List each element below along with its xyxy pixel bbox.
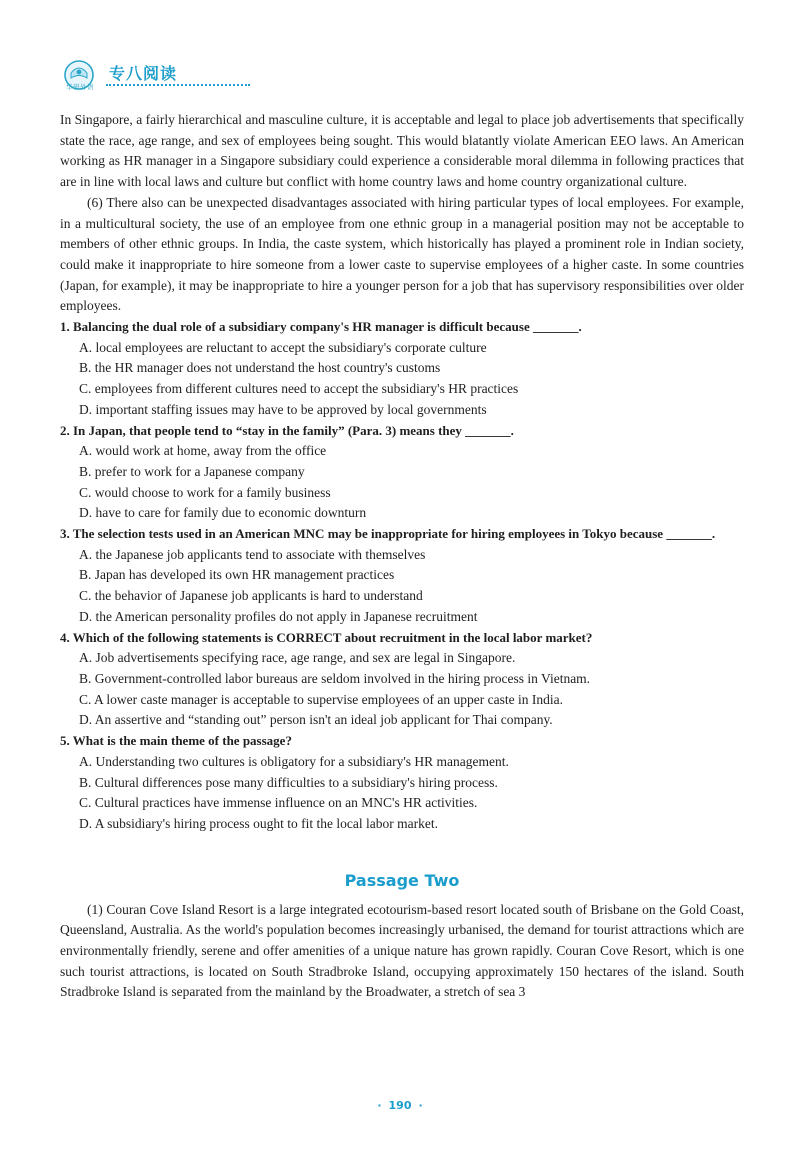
answer-option: C. employees from different cultures need to accept the subsidiary's HR practices [79,381,519,397]
footer-dot: · [418,1099,423,1112]
answer-option: A. Job advertisements specifying race, age range, and sex are legal in Singapore. [79,650,516,666]
page-content [60,110,744,1003]
page-header [58,55,418,95]
page-footer [0,1099,800,1112]
answer-option: A. the Japanese job applicants tend to associate with themselves [79,546,426,562]
answer-option: C. would choose to work for a family business [79,484,331,500]
answer-option: C. Cultural practices have immense influence on an MNC's HR activities. [79,795,478,811]
question-stem: 4. Which of the following statements is CORRECT about recruitment in the local labor market? [60,629,593,645]
question-stem: 3. The selection tests used in an American MNC may be inappropriate for hiring employees in Tokyo because _______. [60,526,716,542]
page-number: 190 [388,1099,412,1112]
title-underline [106,84,250,86]
answer-option: B. Japan has developed its own HR management practices [79,567,395,583]
series-title: 专八阅读 [109,64,178,83]
question-stem: 1. Balancing the dual role of a subsidiary company's HR manager is difficult because _______. [60,319,582,335]
question-stem: 5. What is the main theme of the passage? [60,733,292,749]
answer-option: A. Understanding two cultures is obligatory for a subsidiary's HR management. [79,753,509,769]
question-item [60,421,744,525]
answer-option: C. A lower caste manager is acceptable to supervise employees of an upper caste in India. [79,691,563,707]
publisher-logo-text: 华研外语 [66,83,94,91]
paragraph: In Singapore, a fairly hierarchical and masculine culture, it is acceptable and legal to place job advertisements that specifically state the race, age range, and sex of employees being sought. This would blatantly violate American EEO laws. An American working as HR manager in a Singapore subsidiary could experience a considerable moral dilemma in following practices that are in line with local laws and culture but conflict with home country laws and home country organizational culture. [60,112,744,190]
answer-option: B. prefer to work for a Japanese company [79,463,305,479]
answer-option: A. local employees are reluctant to accept the subsidiary's corporate culture [79,339,487,355]
publisher-logo-icon [58,59,100,97]
answer-option: B. Government-controlled labor bureaus are seldom involved in the hiring process in Vietnam. [79,670,591,686]
answer-option: D. have to care for family due to economic downturn [79,505,367,521]
paragraph: (6) There also can be unexpected disadvantages associated with hiring particular types of local employees. For example, in a multicultural society, the use of an employee from one ethnic group in a managerial position may not be acceptable to members of other ethnic groups. In India, the caste system, which historically has played a prominent role in Indian society, could make it inappropriate to hire someone from a lower caste to supervise employees of a higher caste. In some countries (Japan, for example), it may be inappropriate to hire a younger person for a job that has supervisory responsibilities over older employees. [60,194,744,314]
passage-title: Passage Two [344,870,460,890]
question-item [60,628,744,732]
answer-option: B. Cultural differences pose many difficulties to a subsidiary's hiring process. [79,774,498,790]
answer-option: D. important staffing issues may have to be approved by local governments [79,401,487,417]
answer-option: A. would work at home, away from the office [79,443,327,459]
question-list [60,317,744,835]
question-item [60,731,744,835]
answer-option: C. the behavior of Japanese job applicants is hard to understand [79,588,423,604]
question-item [60,524,744,628]
answer-option: D. the American personality profiles do not apply in Japanese recruitment [79,608,478,624]
answer-option: D. An assertive and “standing out” person isn't an ideal job applicant for Thai company. [79,712,553,728]
question-stem: 2. In Japan, that people tend to “stay in the family” (Para. 3) means they _______. [60,422,514,438]
answer-option: B. the HR manager does not understand the host country's customs [79,360,441,376]
footer-dot: · [377,1099,382,1112]
question-item [60,317,744,421]
answer-option: D. A subsidiary's hiring process ought to fit the local labor market. [79,815,438,831]
paragraph: (1) Couran Cove Island Resort is a large integrated ecotourism-based resort located south of Brisbane on the Gold Coast, Queensland, Australia. As the world's population becomes increasingly urbanised, the demand for tourist attractions which are environmentally friendly, serene and offer amenities of a unique nature has grown rapidly. Couran Cove Resort, which is one such tourist attractions, is located on South Stradbroke Island, occupying approximately 150 hectares of the island. South Stradbroke Island is separated from the mainland by the Broadwater, a stretch of sea 3 [60,901,744,1000]
